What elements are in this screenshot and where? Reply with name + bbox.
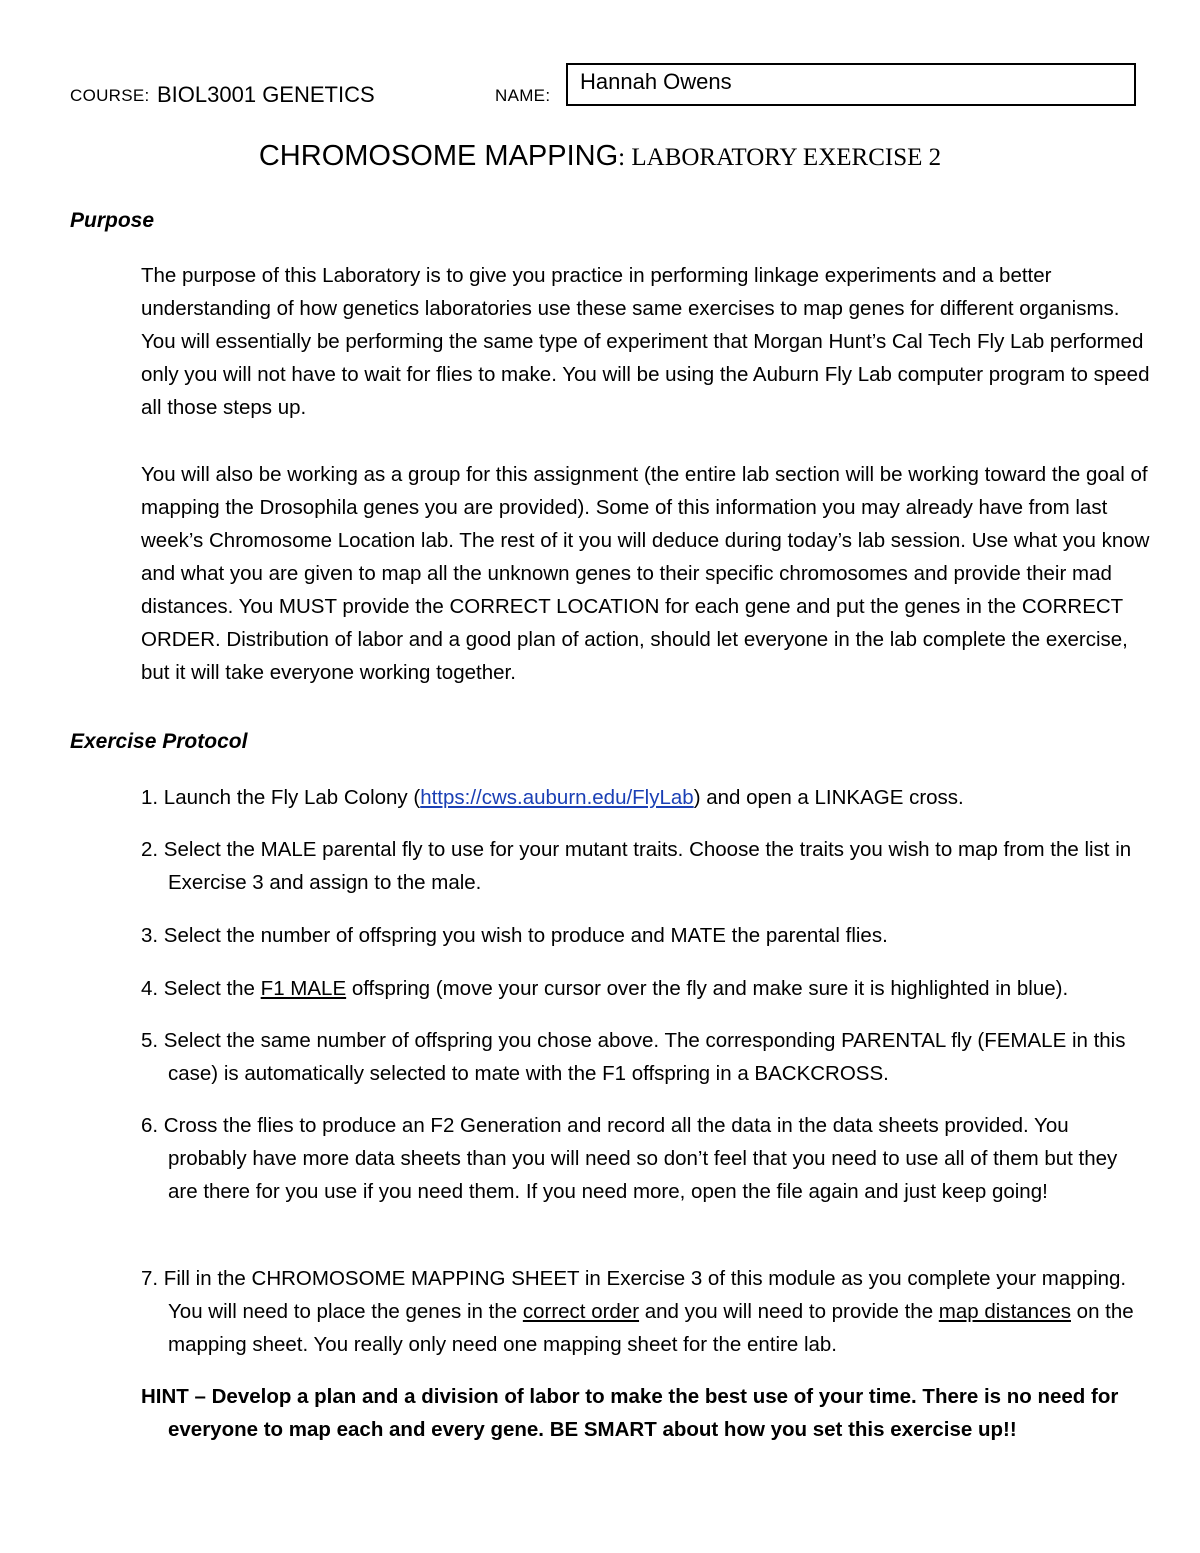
flylab-link[interactable]: https://cws.auburn.edu/FlyLab xyxy=(420,786,694,809)
step-1-text-after: ) and open a LINKAGE cross. xyxy=(693,786,964,809)
protocol-step-6: 6. Cross the flies to produce an F2 Generation and record all the data in the data sheets provided. You probably have more data sheets than you will need so don’t feel that you need to use all of them but they are there for you use if you need them. If you need more, open the file again and just keep going! xyxy=(141,1114,1118,1203)
name-label: NAME: xyxy=(495,86,551,105)
hint-text: HINT – Develop a plan and a division of labor to make the best use of your time. There is no need for everyone to map each and every gene. BE SMART about how you set this exercise up!! xyxy=(141,1385,1119,1441)
course-value: BIOL3001 GENETICS xyxy=(157,82,375,107)
protocol-step-7 xyxy=(141,1262,1151,1361)
title-main: CHROMOSOME MAPPING xyxy=(258,140,619,172)
step-7-part-1: 7. Fill in the CHROMOSOME MAPPING SHEET in Exercise 3 of this module as you complete your mapping. You will need to place the genes in the xyxy=(141,1267,1127,1323)
document-title xyxy=(0,140,1200,173)
protocol-heading: Exercise Protocol xyxy=(70,730,248,753)
step-4-underlined: F1 MALE xyxy=(260,977,347,1000)
protocol-step-4 xyxy=(141,972,1151,1005)
step-7-part-2: and you will need to provide the xyxy=(639,1300,939,1323)
step-1-text-before: 1. Launch the Fly Lab Colony ( xyxy=(141,786,421,809)
protocol-step-3: 3. Select the number of offspring you wish to produce and MATE the parental flies. xyxy=(141,924,888,947)
step-4-text-before: 4. Select the xyxy=(141,977,261,1000)
purpose-paragraph-1: The purpose of this Laboratory is to give you practice in performing linkage experiments and a better understanding of how genetics laboratories use these same exercises to map genes for different organisms. You will essentially be performing the same type of experiment that Morgan Hunt’s Cal Tech Fly Lab performed only you will not have to wait for flies to make. You will be using the Auburn Fly Lab computer program to speed all those steps up. xyxy=(141,264,1150,419)
course-label: COURSE: xyxy=(70,86,150,105)
protocol-step-1 xyxy=(141,781,1151,814)
step-4-text-after: offspring (move your cursor over the fly and make sure it is highlighted in blue). xyxy=(346,977,1069,1000)
title-sub: : LABORATORY EXERCISE 2 xyxy=(618,144,942,171)
protocol-step-5: 5. Select the same number of offspring you chose above. The corresponding PARENTAL fly (FEMALE in this case) is automatically selected to mate with the F1 offspring in a BACKCROSS. xyxy=(141,1029,1126,1085)
step-7-underlined-2: map distances xyxy=(938,1300,1071,1323)
purpose-paragraph-2: You will also be working as a group for this assignment (the entire lab section will be working toward the goal of mapping the Drosophila genes you are provided). Some of this information you may already have from last week’s Chromosome Location lab. The rest of it you will deduce during today’s lab session. Use what you know and what you are given to map all the unknown genes to their specific chromosomes and provide their mad distances. You MUST provide the CORRECT LOCATION for each gene and put the genes in the CORRECT ORDER. Distribution of labor and a good plan of action, should let everyone in the lab complete the exercise, but it will take everyone working together. xyxy=(141,463,1150,684)
name-field[interactable] xyxy=(566,63,1136,106)
step-7-underlined-1: correct order xyxy=(522,1300,640,1323)
step-7-part-3: on the mapping sheet. You really only need one mapping sheet for the entire lab. xyxy=(168,1300,1134,1356)
protocol-step-2: 2. Select the MALE parental fly to use for your mutant traits. Choose the traits you wish to map from the list in Exercise 3 and assign to the male. xyxy=(141,838,1132,894)
purpose-heading: Purpose xyxy=(70,209,155,232)
name-field-value: Hannah Owens xyxy=(580,69,732,94)
